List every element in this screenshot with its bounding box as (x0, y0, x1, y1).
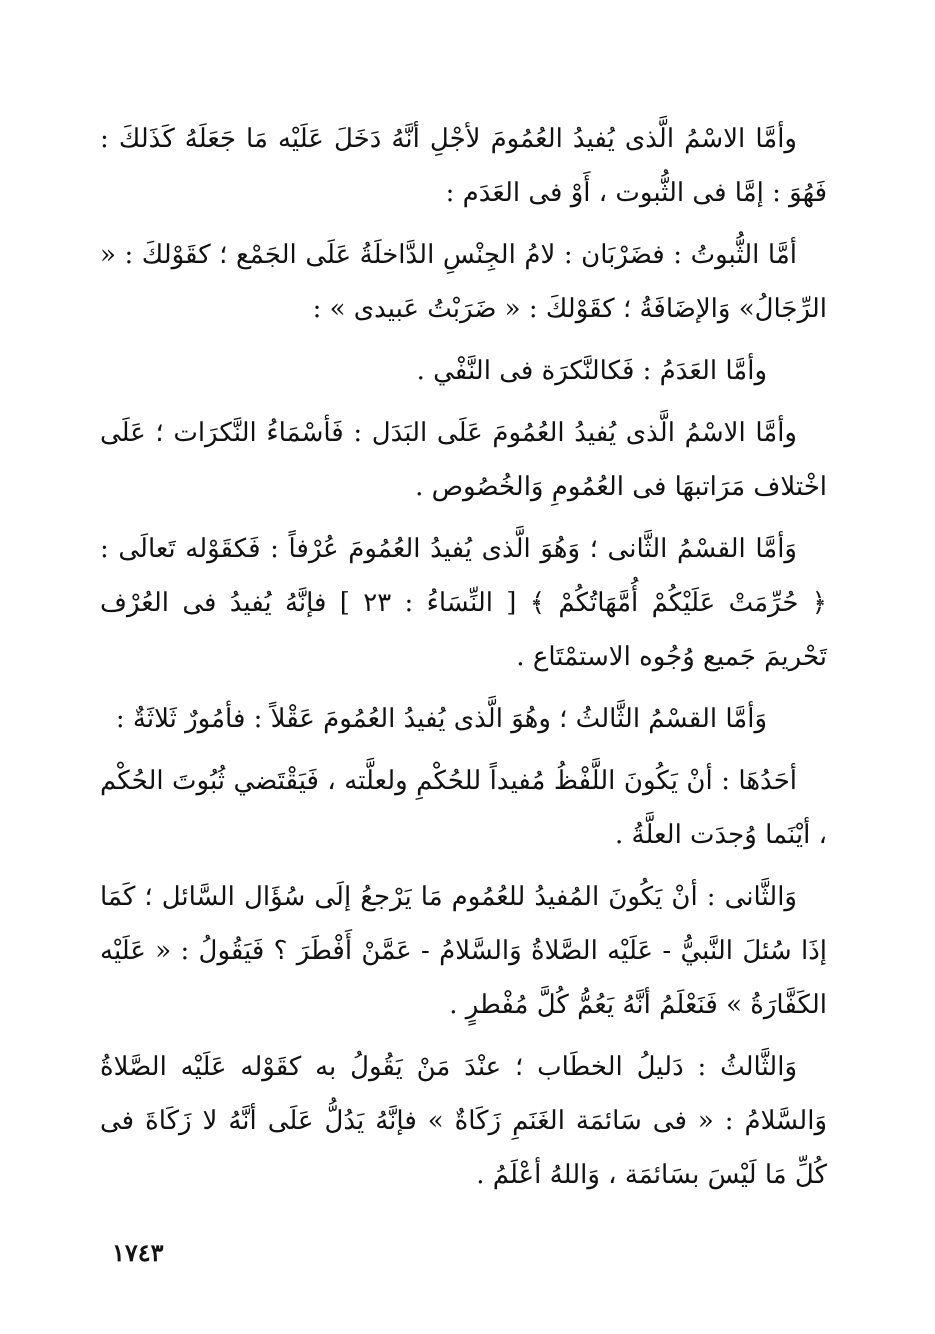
paragraph-second-matter: وَالثَّانى : أنْ يَكُونَ المُفيدُ للعُمُوم مَا يَرْجعُ إلَى سُؤَال السَّائل ؛ كَمَا إذَا سُئلَ النَّبيُّ - عَلَيْه الصَّلاةُ وَالسَّلامُ - عَمَّنْ أَفْطَرَ ؟ فَيَقُولُ : « عَلَيْه الكَفَّارَةُ » فَنَعْلَمُ أنَّهُ يَعُمُّ كُلَّ مُفْطرٍ . (100, 882, 827, 1020)
body-text (100, 112, 827, 1210)
paragraph-affirmation-types: أمَّا الثُّبوتُ : فضَرْبَان : لامُ الجِنْسِ الدَّاخلَةُ عَلَى الجَمْع ؛ كقَوْلكَ : « الرِّجَالُ» وَالإضَافَةُ ؛ كقَوْلكَ : « ضَرَبْتُ عَبيدى » : (100, 240, 827, 324)
paragraph-third-section: وَأمَّا القسْمُ الثَّالثُ ؛ وهُوَ الَّذى يُفيدُ العُمُومَ عَقْلاً : فأمُورٌ ثَلاثَةٌ : (115, 704, 767, 734)
paragraph-noun-general-by-entry: وأمَّا الاسْمُ الَّذى يُفيدُ العُمُومَ لأجْلِ أنَّهُ دَخَلَ عَلَيْه مَا جَعَلَهُ كَذَلكَ : فَهُوَ : إمَّا فى الثُّبوت ، أَوْ فى العَدَم : (100, 124, 827, 208)
paragraph-negation: وأمَّا العَدَمُ : فَكالنَّكرَة فى النَّفْي . (416, 356, 767, 386)
paragraph-third-matter: وَالثَّالثُ : دَليلُ الخطَاب ؛ عنْدَ مَنْ يَقُولُ به كقَوْله عَلَيْه الصَّلاةُ وَالسَّلامُ : « فى سَائمَة الغَنَمِ زَكَاةٌ » فإنَّهُ يَدُلُّ عَلَى أنَّهُ لا زَكَاةَ فى كُلِّ مَا لَيْسَ بسَائمَة ، وَاللهُ أعْلَمُ . (100, 1052, 827, 1190)
paragraph-second-section: وَأمَّا القسْمُ الثَّانى ؛ وَهُوَ الَّذى يُفيدُ العُمُومَ عُرْفاً : فَكقَوْله تَعالَى : ﴿ حُرِّمَتْ عَلَيْكُمْ أُمَّهَاتُكُمْ ﴾ [ النِّسَاءُ : ٢٣ ] فإنَّهُ يُفيدُ فى العُرْف تَحْريمَ جَميع وُجُوه الاستمْتَاع . (100, 534, 827, 672)
paragraph-noun-general-by-substitution: وأمَّا الاسْمُ الَّذى يُفيدُ العُمُومَ عَلَى البَدَل : فَأسْمَاءُ النَّكرَات ؛ عَلَى اخْتلاف مَرَاتبهَا فى العُمُومِ وَالخُصُوص . (100, 418, 827, 502)
paragraph-first-matter: أحَدُهَا : أنْ يَكُونَ اللَّفْظُ مُفيداً للحُكْمِ ولعلَّته ، فَيَقْتَضي ثُبُوتَ الحُكْم ، أيْنَما وُجدَت العلَّةُ . (100, 766, 827, 850)
page-number: ١٧٤٣ (112, 1238, 164, 1267)
